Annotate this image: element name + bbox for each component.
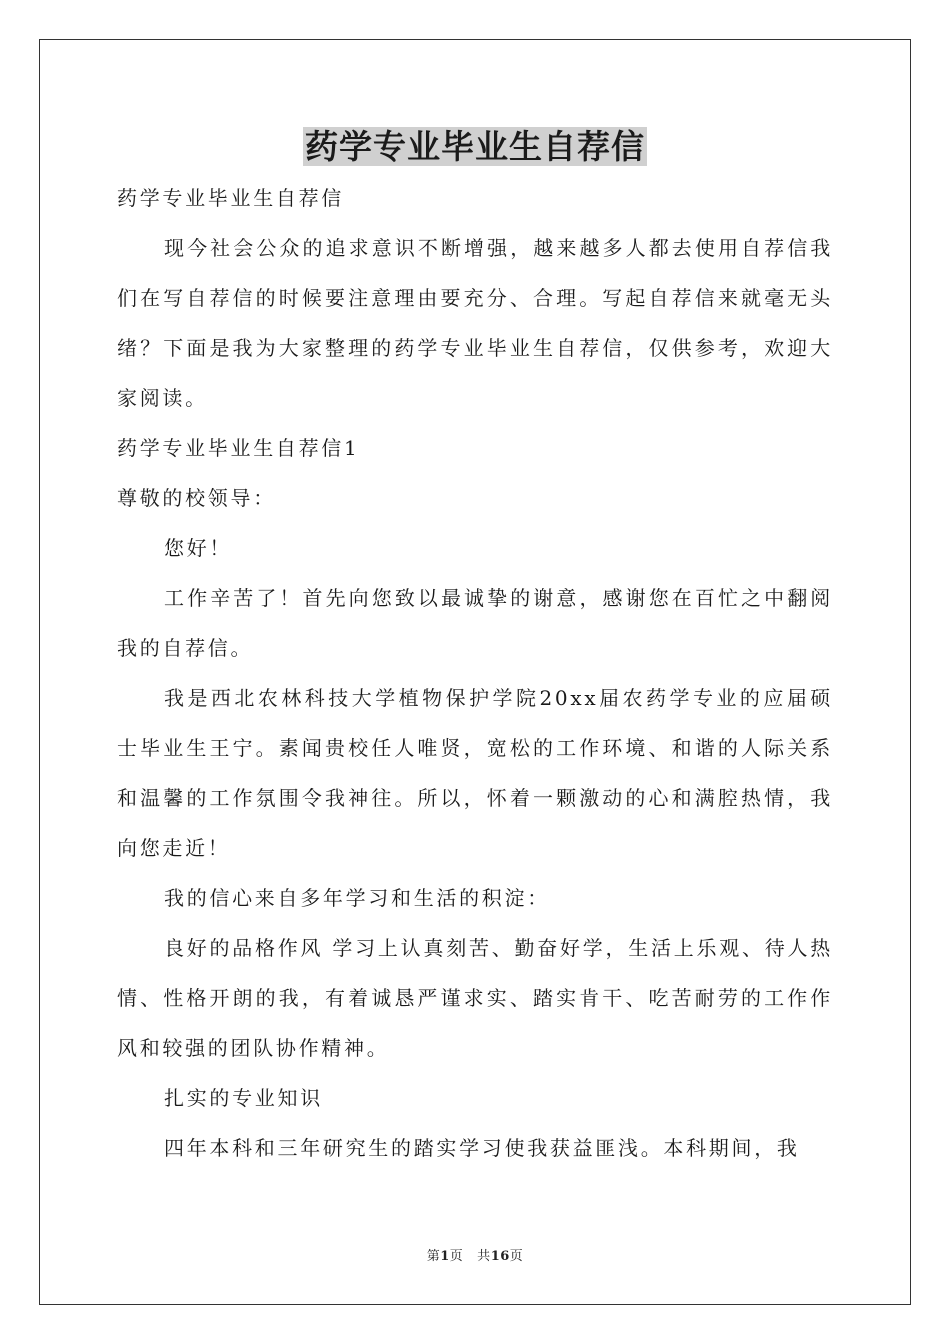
total-suffix: 页 — [509, 1249, 524, 1264]
paragraph: 工作辛苦了！首先向您致以最诚挚的谢意，感谢您在百忙之中翻阅我的自荐信。 — [117, 586, 833, 660]
page-total: 16 — [490, 1249, 510, 1264]
paragraph: 药学专业毕业生自荐信 — [117, 186, 344, 210]
page-suffix: 页 — [449, 1249, 464, 1264]
document-title-text: 药学专业毕业生自荐信 — [305, 127, 645, 166]
paragraph: 我是西北农林科技大学植物保护学院20xx届农药学专业的应届硕士毕业生王宁。素闻贵校任人唯贤，宽松的工作环境、和谐的人际关系和温馨的工作氛围令我神往。所以，怀着一颗激动的心和满腔热情，我向您走近！ — [117, 686, 833, 860]
total-prefix: 共 — [477, 1249, 491, 1264]
document-body — [117, 173, 833, 1173]
paragraph: 现今社会公众的追求意识不断增强，越来越多人都去使用自荐信我们在写自荐信的时候要注意理由要充分、合理。写起自荐信来就毫无头绪？下面是我为大家整理的药学专业毕业生自荐信，仅供参考，欢迎大家阅读。 — [117, 236, 833, 410]
paragraph: 您好！ — [164, 536, 233, 560]
paragraph: 良好的品格作风 学习上认真刻苦、勤奋好学，生活上乐观、待人热情、性格开朗的我，有着诚恳严谨求实、踏实肯干、吃苦耐劳的工作作风和较强的团队协作精神。 — [117, 936, 833, 1060]
document-title — [117, 122, 833, 172]
paragraph: 扎实的专业知识 — [164, 1086, 323, 1110]
page-current: 1 — [440, 1249, 450, 1264]
page-footer — [0, 1245, 950, 1264]
paragraph: 药学专业毕业生自荐信1 — [117, 436, 360, 460]
page-prefix: 第 — [426, 1249, 441, 1264]
paragraph: 四年本科和三年研究生的踏实学习使我获益匪浅。本科期间，我 — [164, 1136, 800, 1160]
paragraph: 尊敬的校领导： — [117, 486, 276, 510]
paragraph: 我的信心来自多年学习和生活的积淀： — [164, 886, 550, 910]
